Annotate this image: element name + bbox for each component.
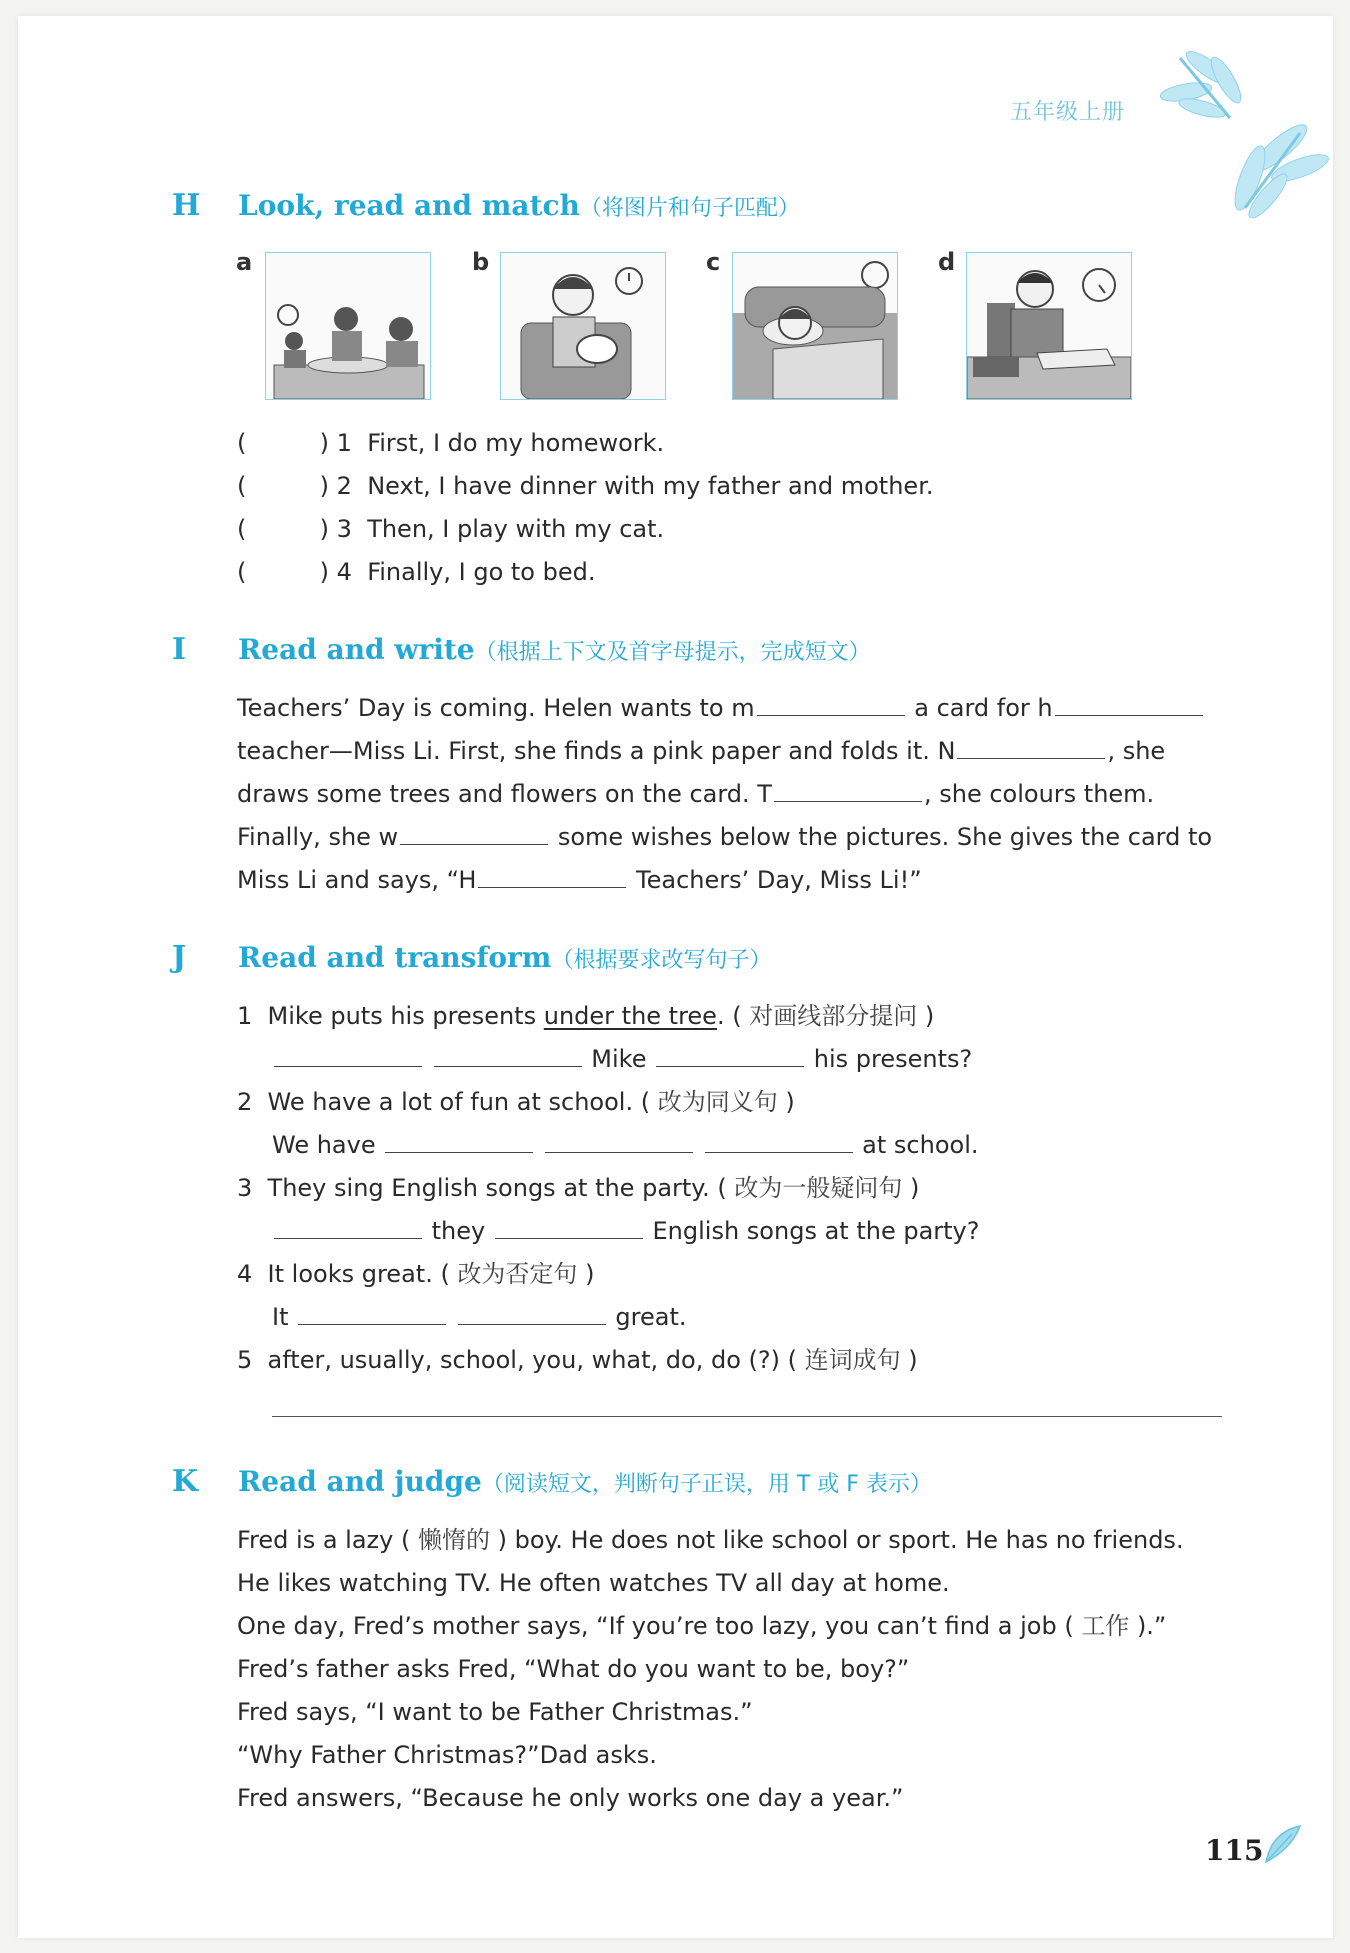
answer-1: Mike his presents? [272, 1044, 972, 1074]
grade-label: 五年级上册 [1010, 100, 1126, 125]
blank-happy[interactable] [478, 865, 626, 888]
passage-line-4: Finally, she w some wishes below the pictures. She gives the card to [237, 823, 1213, 851]
blank-writes[interactable] [400, 822, 548, 845]
picture-a-label: a [236, 248, 253, 276]
girl-with-cat-picture [500, 252, 666, 400]
leaf-icon [1262, 1822, 1304, 1866]
section-k-letter: K [172, 1464, 199, 1499]
question-3: 3 They sing English songs at the party. ( 改为一般疑问句 ) [237, 1174, 920, 1202]
dragonfly-icon [1150, 38, 1330, 218]
match-item-2: ( ) 2 Next, I have dinner with my father and mother. [237, 472, 934, 500]
picture-b-label: b [472, 248, 490, 276]
girl-doing-homework-picture [966, 252, 1132, 400]
answer-3: they English songs at the party? [272, 1216, 980, 1246]
picture-d-label: d [938, 248, 956, 276]
answer-4: It great. [272, 1303, 687, 1331]
question-1: 1 Mike puts his presents under the tree. ( 对画线部分提问 ) [237, 1002, 935, 1030]
question-2: 2 We have a lot of fun at school. ( 改为同义句 ) [237, 1088, 795, 1116]
section-i-title [238, 633, 871, 666]
story-line-4: Fred’s father asks Fred, “What do you want to be, boy?” [237, 1655, 910, 1683]
section-j-title-cn: （根据要求改写句子） [551, 948, 772, 973]
section-h-letter: H [172, 188, 201, 223]
section-h-title [238, 189, 800, 222]
passage-line-3: draws some trees and flowers on the card. T , she colours them. [237, 780, 1155, 808]
section-k-title-cn: （阅读短文，判断句子正误，用 T 或 F 表示） [481, 1472, 932, 1497]
q2-blank-1[interactable] [385, 1130, 533, 1153]
section-k-title [238, 1465, 932, 1498]
q1-blank-3[interactable] [656, 1044, 804, 1067]
passage-line-2: teacher—Miss Li. First, she finds a pink paper and folds it. N , she [237, 737, 1166, 765]
q1-blank-1[interactable] [274, 1044, 422, 1067]
q5-answer-line[interactable] [272, 1416, 1222, 1417]
match-item-4: ( ) 4 Finally, I go to bed. [237, 558, 596, 586]
q3-blank-2[interactable] [495, 1216, 643, 1239]
blank-make[interactable] [757, 693, 905, 716]
section-h-title-cn: （将图片和句子匹配） [579, 196, 800, 221]
section-i-title-cn: （根据上下文及首字母提示，完成短文） [474, 640, 871, 665]
story-line-7: Fred answers, “Because he only works one day a year.” [237, 1784, 904, 1812]
section-i-title-en: Read and write [238, 633, 475, 666]
workbook-page [18, 16, 1333, 1938]
section-i-letter: I [172, 632, 187, 667]
story-line-6: “Why Father Christmas?”Dad asks. [237, 1741, 657, 1769]
family-dinner-picture [265, 252, 431, 400]
q1-blank-2[interactable] [434, 1044, 582, 1067]
section-k-title-en: Read and judge [238, 1465, 482, 1498]
q2-blank-3[interactable] [705, 1130, 853, 1153]
passage-line-1: Teachers’ Day is coming. Helen wants to m a card for h [237, 693, 1205, 723]
section-j-title-en: Read and transform [238, 941, 552, 974]
blank-next[interactable] [957, 736, 1105, 759]
section-j-letter: J [172, 940, 187, 975]
blank-then[interactable] [774, 779, 922, 802]
match-item-1: ( ) 1 First, I do my homework. [237, 429, 665, 457]
section-j-title [238, 941, 771, 974]
q4-blank-1[interactable] [298, 1302, 446, 1325]
story-line-2: He likes watching TV. He often watches TV all day at home. [237, 1569, 950, 1597]
girl-in-bed-picture [732, 252, 898, 400]
q4-blank-2[interactable] [458, 1302, 606, 1325]
page-number: 115 [1205, 1834, 1264, 1867]
question-4: 4 It looks great. ( 改为否定句 ) [237, 1260, 595, 1288]
section-h-title-en: Look, read and match [238, 189, 580, 222]
match-item-3: ( ) 3 Then, I play with my cat. [237, 515, 665, 543]
story-line-5: Fred says, “I want to be Father Christmas.” [237, 1698, 753, 1726]
story-line-3: One day, Fred’s mother says, “If you’re too lazy, you can’t find a job ( 工作 ).” [237, 1612, 1167, 1640]
question-5: 5 after, usually, school, you, what, do, do (?) ( 连词成句 ) [237, 1346, 918, 1374]
q3-blank-1[interactable] [274, 1216, 422, 1239]
picture-c-label: c [706, 248, 721, 276]
story-line-1: Fred is a lazy ( 懒惰的 ) boy. He does not like school or sport. He has no friends. [237, 1526, 1184, 1554]
q2-blank-2[interactable] [545, 1130, 693, 1153]
blank-her[interactable] [1055, 693, 1203, 716]
answer-2: We have at school. [272, 1131, 979, 1159]
passage-line-5: Miss Li and says, “H Teachers’ Day, Miss Li!” [237, 866, 922, 894]
